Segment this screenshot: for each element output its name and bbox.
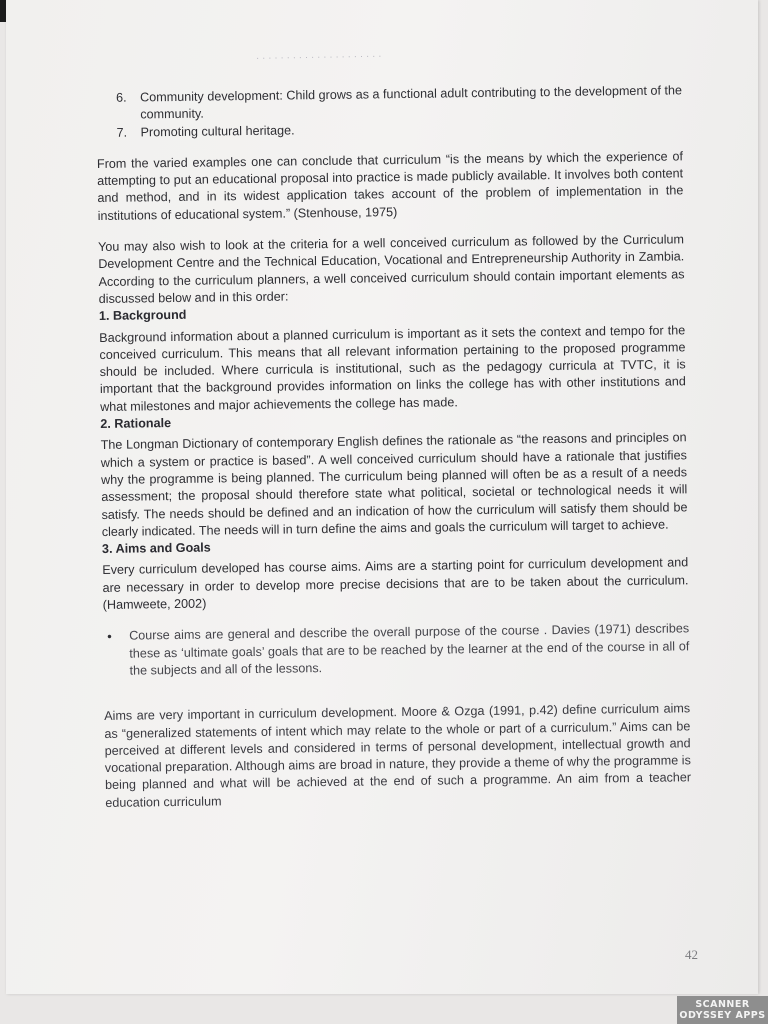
bleed-through-text: · · · · · · · · · · · · · · · · · · · · · — [255, 50, 382, 65]
bullet-list — [103, 621, 690, 681]
bullet-icon: • — [107, 629, 112, 645]
page-number: 42 — [685, 947, 698, 962]
rationale-paragraph: The Longman Dictionary of contemporary English defines the rationale as “the reasons and principles on which a system or practice is based”. A well conceived curriculum should have a rationale that justifies why the programme is being planned. The curriculum being planned will often be as a result of a needs assessment; the proposal should therefore state what political, societal or technological needs it will satisfy. The needs should be defined and an indication of how the curriculum will satisfy them should be clearly indicated. The needs will in turn define the aims and goals the curriculum will target to achieve. — [100, 430, 688, 539]
numbered-list — [96, 82, 683, 142]
watermark-line-1: SCANNER — [695, 999, 750, 1010]
section-heading-background: 1. Background — [98, 308, 187, 324]
scanner-watermark — [677, 996, 768, 1024]
page-content — [96, 82, 691, 812]
list-item-number: 6. — [116, 90, 127, 105]
stenhouse-paragraph: From the varied examples one can conclude that curriculum “is the means by which the experience of attempting to put an educational proposal into practice is made publicly available. It involves both content and method, and in its widest application takes account of the problem of implementation in the institutions of educational system.” (Stenhouse, 1975) — [96, 149, 684, 223]
closing-paragraph: Aims are very important in curriculum development. Moore & Ozga (1991, p.42) define curriculum aims as “generalized statements of intent which may relate to the whole or part of a curriculum.” Aims can be perceived at different levels and considered in terms of personal development, intellectual growth and vocational preparation. Although aims are broad in nature, they provide a theme of why the programme is being planned and what will be achieved at the end of such a programme. An aim from a teacher education curriculum — [104, 701, 692, 810]
list-item-text: Community development: Child grows as a functional adult contributing to the development of the community. — [140, 83, 682, 122]
background-paragraph: Background information about a planned curriculum is important as it sets the context and tempo for the conceived curriculum. This means that all relevant information pertaining to the proposed programme should be included. Where curricula is institutional, such as the pedagogy curricula at TVTC, it is important that the background provides information on links the college has with other institutions and what milestones and major achievements the college has made. — [99, 322, 686, 414]
aims-paragraph: Every curriculum developed has course aims. Aims are a starting point for curriculum development and are necessary in order to develop more precise decisions that are to be taken about the curriculum. (Hamweete, 2002) — [102, 555, 689, 612]
list-item-number: 7. — [116, 125, 128, 140]
section-heading-aims-and-goals: 3. Aims and Goals — [101, 540, 211, 557]
criteria-paragraph: You may also wish to look at the criteria for a well conceived curriculum as followed by the Curriculum Development Centre and the Technical Education, Vocational and Entrepreneurship Authority in Zambia. According to the curriculum planners, a well conceived curriculum should contain important elements as discussed below and in this order: — [97, 232, 685, 306]
bullet-text: Course aims are general and describe the overall purpose of the course . Davies (1971) describes these as ‘ultimate goals’ goals that are to be reached by the learner at the end of the course in all of the subjects and all of the lessons. — [129, 621, 690, 678]
watermark-line-2: ODYSSEY APPS — [679, 1010, 766, 1021]
document-page — [6, 0, 758, 994]
section-heading-rationale: 2. Rationale — [100, 416, 172, 432]
list-item-text: Promoting cultural heritage. — [140, 122, 295, 140]
bullet-item — [103, 621, 690, 681]
